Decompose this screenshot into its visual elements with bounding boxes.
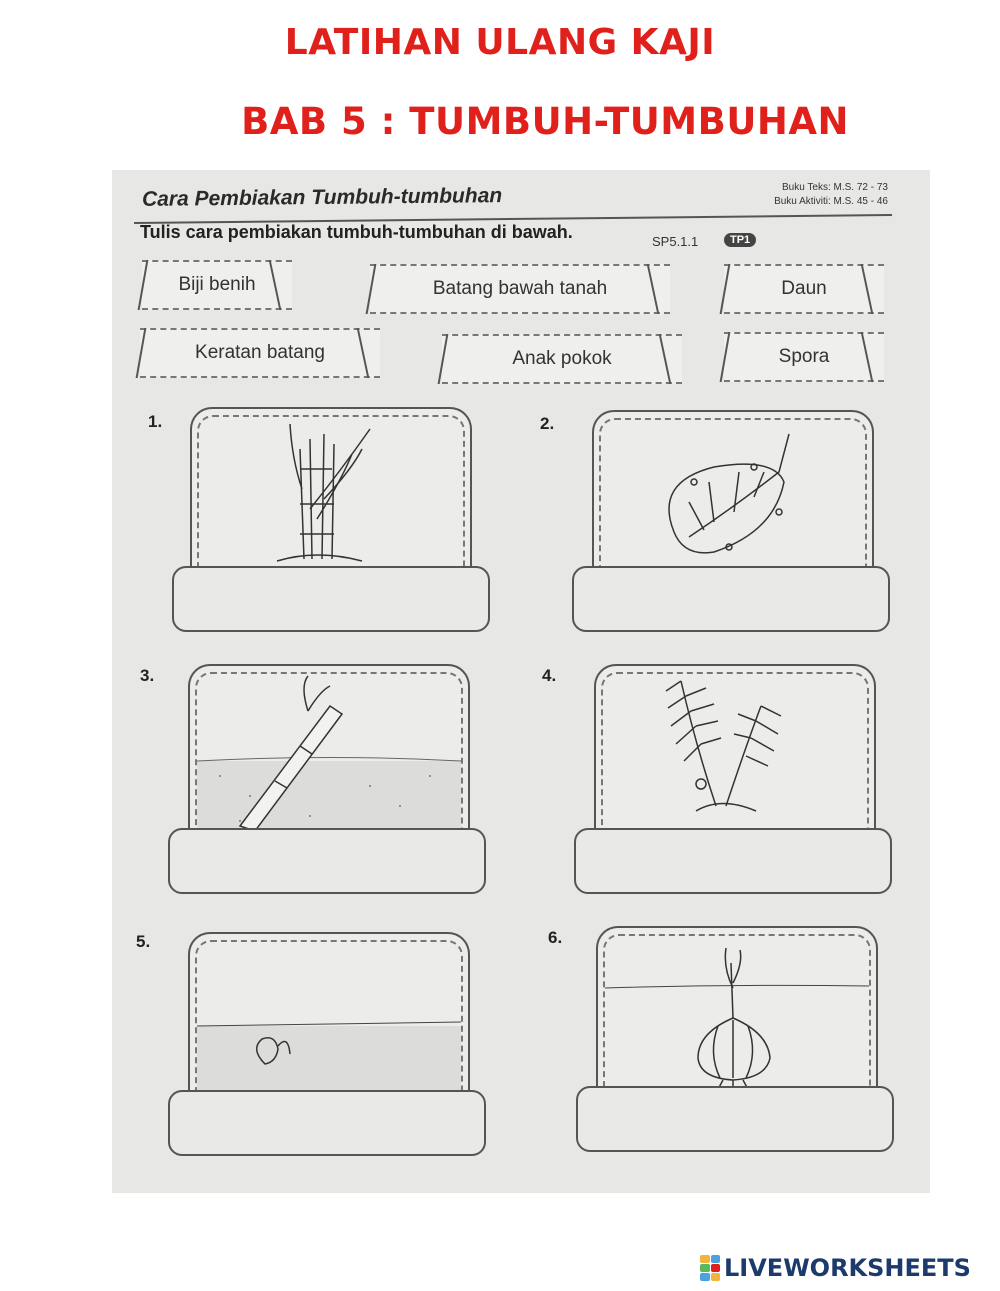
worksheet-title: LATIHAN ULANG KAJI: [284, 22, 716, 63]
sheet-heading: Cara Pembiakan Tumbuh-tumbuhan: [141, 184, 503, 211]
liveworksheets-logo: [700, 1254, 971, 1282]
picture-card-2: [592, 410, 874, 584]
item-number-5: 5.: [136, 932, 151, 951]
answer-box-4[interactable]: [574, 828, 892, 894]
chapter-title: BAB 5 : TUMBUH-TUMBUHAN: [241, 100, 849, 143]
leaf-with-buds-icon: [594, 412, 872, 584]
word-bank-keratan-batang[interactable]: Keratan batang: [140, 328, 380, 378]
tp-badge: TP1: [724, 233, 756, 247]
item-number-4: 4.: [542, 666, 557, 685]
word-bank-daun[interactable]: Daun: [724, 264, 884, 314]
answer-box-3[interactable]: [168, 828, 486, 894]
word-bank-biji-benih[interactable]: Biji benih: [142, 260, 292, 310]
answer-box-1[interactable]: [172, 566, 490, 632]
word-bank-batang-bawah-tanah[interactable]: Batang bawah tanah: [370, 264, 670, 314]
word-bank-anak-pokok[interactable]: Anak pokok: [442, 334, 682, 384]
seed-sprouting-in-soil-icon: [190, 934, 468, 1106]
worksheet-sheet: [112, 170, 930, 1193]
item-number-2: 2.: [540, 414, 555, 433]
picture-card-3: [188, 664, 470, 838]
answer-box-5[interactable]: [168, 1090, 486, 1156]
standard-code: SP5.1.1: [652, 234, 699, 249]
onion-bulb-icon: [598, 928, 876, 1100]
picture-card-5: [188, 932, 470, 1106]
answer-box-6[interactable]: [576, 1086, 894, 1152]
stem-cutting-in-soil-icon: [190, 666, 468, 838]
picture-card-6: [596, 926, 878, 1100]
answer-box-2[interactable]: [572, 566, 890, 632]
item-number-6: 6.: [548, 928, 563, 947]
word-bank-spora[interactable]: Spora: [724, 332, 884, 382]
fern-icon: [596, 666, 874, 838]
textbook-reference: Buku Teks: M.S. 72 - 73: [782, 182, 888, 193]
liveworksheets-logo-icon: [700, 1255, 720, 1281]
item-number-1: 1.: [148, 412, 163, 431]
sugarcane-plant-icon: [192, 409, 470, 581]
instruction-text: Tulis cara pembiakan tumbuh-tumbuhan di bawah.: [140, 222, 573, 242]
brand-name: LIVEWORKSHEETS: [724, 1254, 971, 1282]
activity-book-reference: Buku Aktiviti: M.S. 45 - 46: [774, 196, 888, 207]
picture-card-4: [594, 664, 876, 838]
picture-card-1: [190, 407, 472, 581]
item-number-3: 3.: [140, 666, 155, 685]
